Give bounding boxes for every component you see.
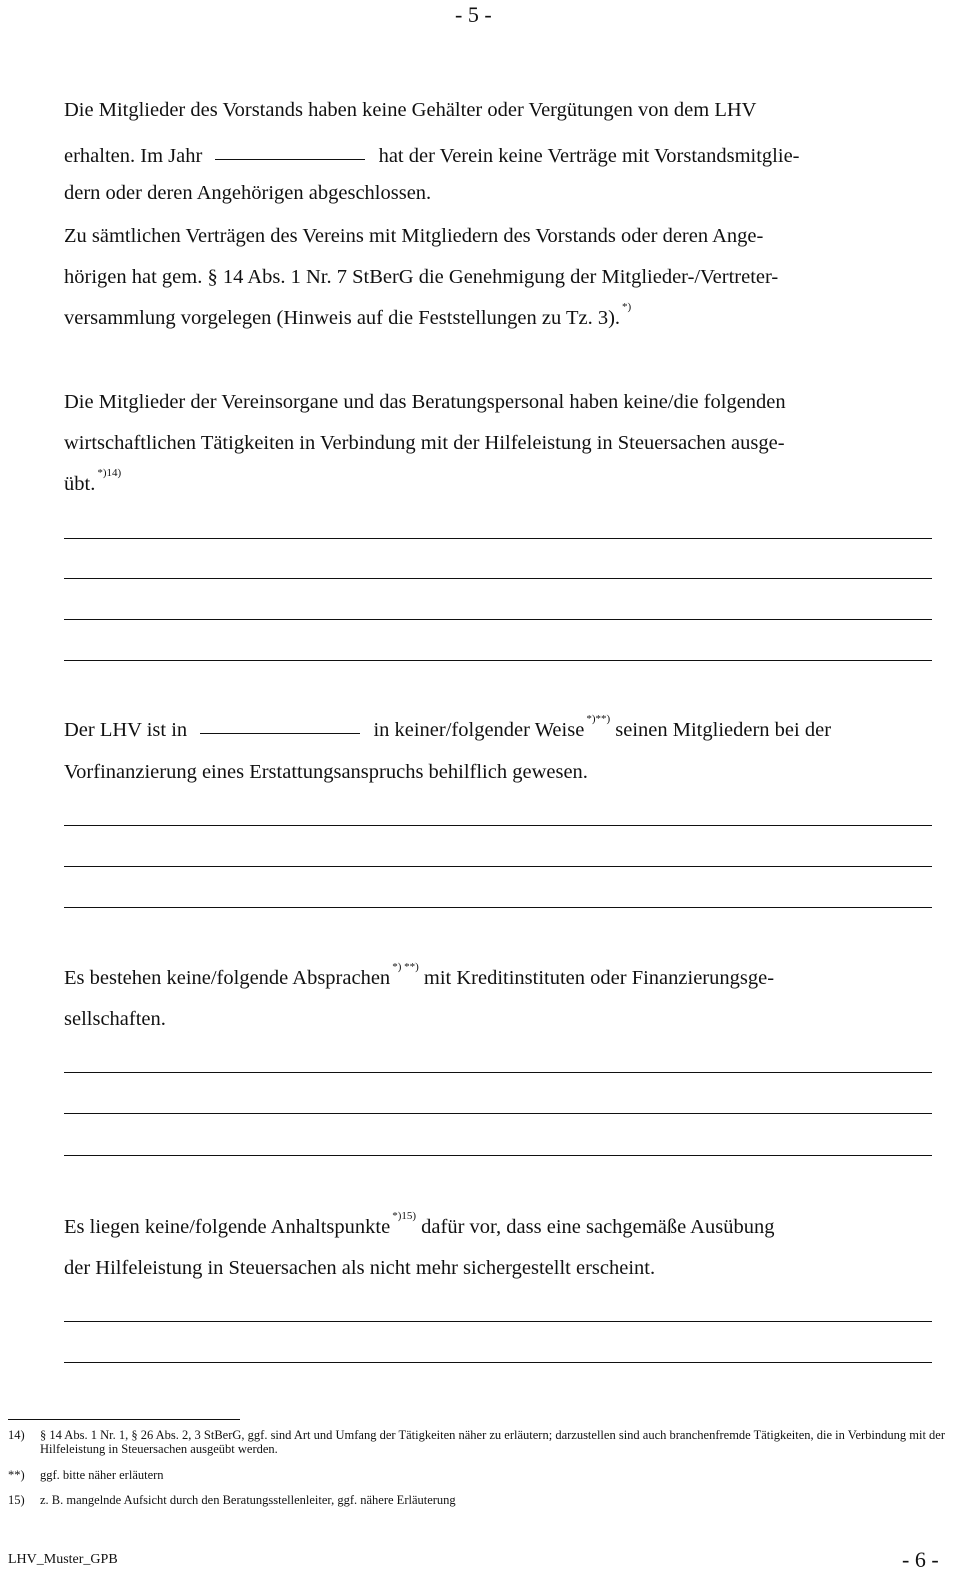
footnote-ref: *) **) <box>392 961 419 973</box>
answer-line[interactable] <box>64 1113 932 1114</box>
year-blank-field[interactable] <box>200 733 360 734</box>
answer-line[interactable] <box>64 825 932 826</box>
answer-line[interactable] <box>64 578 932 579</box>
answer-line[interactable] <box>64 538 932 539</box>
para5-line2: der Hilfeleistung in Steuersachen als nicht mehr sichergestellt erscheint. <box>64 1257 656 1279</box>
para2-line2: wirtschaftlichen Tätigkeiten in Verbindung mit der Hilfeleistung in Steuersachen ausge- <box>64 432 785 454</box>
footnote-ref: *)14) <box>97 467 122 479</box>
para1-line6: versammlung vorgelegen (Hinweis auf die Feststellungen zu Tz. 3). *) <box>64 301 632 329</box>
para2-line3: übt. $^{*)14)}$ <box>64 467 122 495</box>
answer-line[interactable] <box>64 907 932 908</box>
answer-line[interactable] <box>64 1155 932 1156</box>
para1-line2: erhalten. Im Jahr hat der Verein keine Verträge mit Vorstandsmitglie- <box>64 145 800 167</box>
para3-line1: Der LHV ist in in keiner/folgender Weise *)**) seinen Mitgliedern bei der <box>64 713 832 741</box>
answer-line[interactable] <box>64 1072 932 1073</box>
footnote-ref: *) <box>622 301 632 313</box>
footnote-separator <box>8 1419 240 1420</box>
answer-line[interactable] <box>64 1362 932 1363</box>
para1-line3: dern oder deren Angehörigen abgeschlossen. <box>64 182 432 204</box>
para2-line1: Die Mitglieder der Vereinsorgane und das Beratungspersonal haben keine/die folgenden <box>64 391 786 413</box>
answer-line[interactable] <box>64 660 932 661</box>
para4-line1: Es bestehen keine/folgende Absprachen *) **) mit Kreditinstituten oder Finanzierungsge- <box>64 961 775 989</box>
page-number-top: - 5 - <box>455 2 492 27</box>
document-id: LHV_Muster_GPB <box>8 1552 118 1567</box>
para5-line1: Es liegen keine/folgende Anhaltspunkte $^{*)15)}$ dafür vor, dass eine sachgemäße Ausübung <box>64 1210 775 1238</box>
footnote-14: 14) § 14 Abs. 1 Nr. 1, § 26 Abs. 2, 3 StBerG, ggf. sind Art und Umfang der Tätigkeiten näher zu erläutern; darzustellen sind auch branchenfremde Tätigkeiten, die in Verbindung mit der Hilfeleistung in Steuersachen ausgeübt werden. <box>8 1428 946 1457</box>
para1-line5: hörigen hat gem. § 14 Abs. 1 Nr. 7 StBerG die Genehmigung der Mitglieder-/Vertreter- <box>64 266 779 288</box>
page-number-bottom: - 6 - <box>902 1547 939 1572</box>
footnote-ref: *)**) <box>586 713 611 725</box>
answer-line[interactable] <box>64 866 932 867</box>
para4-line2: sellschaften. <box>64 1008 166 1030</box>
para1-line1: Die Mitglieder des Vorstands haben keine Gehälter oder Vergütungen von dem LHV <box>64 99 757 121</box>
footnote-ref: *)15) <box>392 1210 417 1222</box>
para3-line2: Vorfinanzierung eines Erstattungsanspruchs behilflich gewesen. <box>64 761 588 783</box>
footnote-double-star: **) ggf. bitte näher erläutern <box>8 1468 164 1482</box>
para1-line4: Zu sämtlichen Verträgen des Vereins mit Mitgliedern des Vorstands oder deren Ange- <box>64 225 764 247</box>
year-blank-field[interactable] <box>215 159 365 160</box>
answer-line[interactable] <box>64 619 932 620</box>
footnote-15: 15) z. B. mangelnde Aufsicht durch den Beratungsstellenleiter, ggf. nähere Erläuterung <box>8 1493 456 1507</box>
answer-line[interactable] <box>64 1321 932 1322</box>
